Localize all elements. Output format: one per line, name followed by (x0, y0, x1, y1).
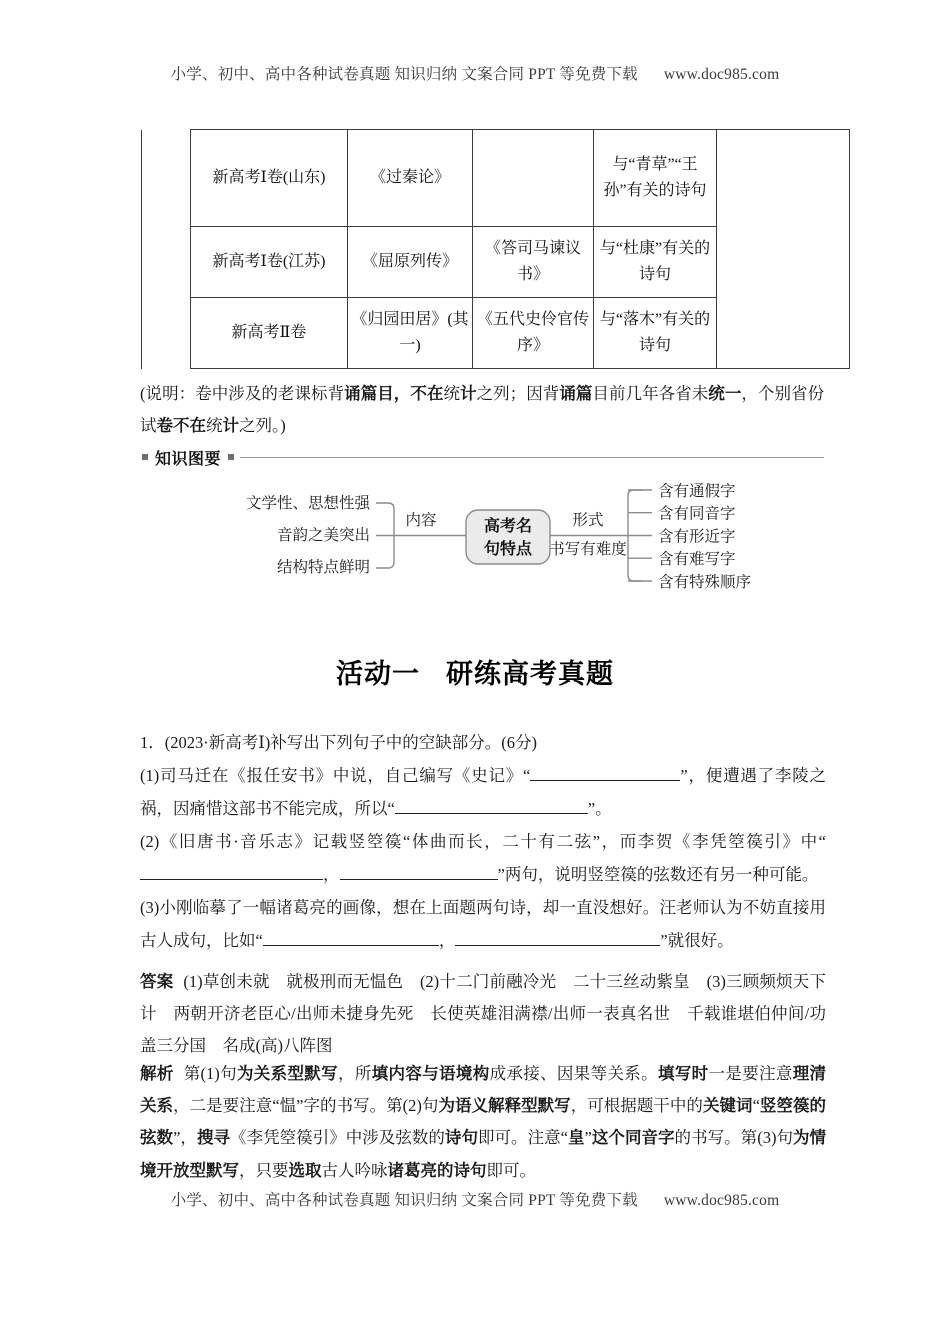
answer-blank[interactable] (530, 763, 680, 781)
table-cell-pad (142, 130, 191, 227)
mindmap-right-item-2: 含有形近字 (658, 528, 736, 546)
table-cell-empty (717, 130, 850, 369)
note-em-6: 计 (222, 415, 239, 435)
table-cell-text2: 《五代史伶官传序》 (473, 298, 594, 369)
table-cell-paper: 新高考Ⅰ卷(江苏) (191, 227, 348, 298)
analysis-label: 解析 (140, 1064, 174, 1083)
analysis-segment-24: ，只要 (239, 1160, 289, 1180)
answer-block (140, 966, 826, 1063)
analysis-segment-16: 《李凭箜篌引》中涉及弦数的 (230, 1128, 445, 1148)
note-em-3: 诵篇 (559, 384, 593, 403)
question-item-2 (140, 825, 826, 891)
item-2-text-a: 《旧唐书·音乐志》记载竖箜篌“体曲而长，二十有二弦”，而李贺《李凭箜篌引》中“ (159, 832, 826, 851)
analysis-segment-6: 一是要注意 (708, 1064, 793, 1083)
item-3-text-c: ”就很好。 (660, 931, 734, 950)
answer-blank[interactable] (455, 928, 660, 946)
answer-blank[interactable] (140, 862, 323, 880)
mindmap-center-line-2: 句特点 (483, 539, 533, 558)
analysis-segment-28: 即可。 (486, 1160, 536, 1180)
mindmap-left-item-1: 音韵之美突出 (276, 527, 370, 544)
running-head-url: www.doc985.com (663, 66, 780, 83)
note-part-6: 统 (206, 415, 223, 435)
note-em-5: 卷不在 (156, 415, 206, 435)
question-item-3 (140, 891, 826, 957)
note-part-1: (说明：卷中涉及的老课标背 (140, 384, 345, 403)
item-2-text-b: ， (323, 865, 340, 884)
analysis-segment-18: 即可。注意“ (477, 1128, 568, 1148)
analysis-segment-22: 的书写。第(3)句 (674, 1128, 793, 1148)
analysis-block (140, 1058, 826, 1187)
table-cell-paper: 新高考Ⅱ卷 (191, 298, 348, 369)
analysis-segment-19: 皇 (567, 1128, 585, 1148)
mindmap-right-branch-label-2: 书写有难度 (549, 541, 627, 558)
answer-blank[interactable] (340, 862, 498, 880)
mindmap-left-branch-label: 内容 (405, 512, 437, 529)
activity-title-text: 研练高考真题 (446, 659, 614, 690)
note-part-5: ，个别省份试 (140, 384, 825, 435)
analysis-segment-11: 关键词 (702, 1096, 753, 1116)
question-source: (2023·新高考Ⅰ) (164, 733, 271, 752)
section-header-knowledge-map (142, 446, 824, 468)
knowledge-mindmap (150, 478, 810, 610)
item-3-text-a: 小刚临摹了一幅诸葛亮的画像，想在上面题两句诗，却一直没想好。汪老师认为不妨直接用古人成句，比如“ (140, 898, 826, 950)
running-foot (0, 1188, 950, 1210)
table-cell-text1: 《屈原列传》 (348, 227, 473, 298)
analysis-segment-7: 理清关系 (140, 1064, 827, 1116)
analysis-segment-4: 成承接、因果等关系。 (489, 1064, 658, 1083)
running-foot-text: 小学、初中、高中各种试卷真题 知识归纳 文案合同 PPT 等免费下载 (170, 1192, 638, 1209)
analysis-segment-25: 选取 (288, 1160, 322, 1180)
item-2-text-c: ”两句，说明竖箜篌的弦数还有另一种可能。 (497, 865, 819, 884)
note-em-2: 计 (460, 384, 477, 403)
analysis-text (140, 1064, 826, 1180)
question-block (140, 726, 826, 957)
item-1-label: (1) (140, 766, 160, 785)
question-stem: 补写出下列句子中的空缺部分。(6分) (270, 733, 538, 752)
question-number: 1． (140, 733, 165, 752)
analysis-segment-3: 填内容与语境构 (371, 1064, 490, 1083)
table-cell-text1: 《过秦论》 (348, 130, 473, 227)
note-part-4: 目前几年各省未 (592, 384, 709, 403)
analysis-segment-2: ，所 (338, 1064, 372, 1083)
activity-number: 活动一 (336, 659, 420, 690)
square-bullet-icon (228, 454, 234, 460)
answer-blank[interactable] (395, 796, 588, 814)
table-cell-text1: 《归园田居》(其一) (348, 298, 473, 369)
question-item-1 (140, 759, 826, 825)
analysis-segment-0: 第(1)句 (183, 1064, 237, 1083)
table-cell-poem: 与“杜康”有关的诗句 (594, 227, 717, 298)
item-1-text-c: ”。 (587, 799, 612, 818)
note-part-7: 之列。) (239, 415, 286, 435)
analysis-segment-17: 诗句 (444, 1128, 478, 1148)
table-cell-text2 (473, 130, 594, 227)
analysis-segment-13: 竖箜篌的弦数 (140, 1096, 827, 1148)
table-cell-paper: 新高考Ⅰ卷(山东) (191, 130, 348, 227)
note-em-1: 诵篇目，不在 (344, 384, 444, 403)
item-3-text-b: ， (438, 931, 456, 950)
analysis-segment-12: “ (752, 1096, 760, 1116)
exam-table (141, 129, 850, 369)
item-3-label: (3) (140, 898, 160, 917)
analysis-segment-23: 为情境开放型默写 (140, 1128, 827, 1180)
running-head (0, 62, 950, 84)
analysis-segment-9: 为语义解释型默写 (438, 1096, 571, 1116)
answer-blank[interactable] (263, 928, 439, 946)
analysis-segment-21: 这个同音字 (591, 1128, 675, 1148)
item-2-label: (2) (140, 832, 160, 851)
square-bullet-icon (142, 454, 148, 460)
mindmap-right-item-4: 含有特殊顺序 (658, 574, 752, 591)
mindmap-right-item-1: 含有同音字 (658, 505, 736, 523)
mindmap-right-item-0: 含有通假字 (658, 483, 736, 500)
table-cell-text2: 《答司马谏议书》 (473, 227, 594, 298)
exam-table-wrapper (141, 129, 819, 369)
table-row (142, 130, 850, 227)
analysis-segment-5: 填写时 (657, 1064, 709, 1083)
running-head-text: 小学、初中、高中各种试卷真题 知识归纳 文案合同 PPT 等免费下载 (170, 66, 638, 83)
note-em-4: 统一 (708, 384, 742, 403)
analysis-segment-14: ”， (173, 1128, 197, 1148)
table-note (140, 378, 824, 441)
table-cell-poem: 与“青草”“王孙”有关的诗句 (594, 130, 717, 227)
activity-title (0, 652, 950, 691)
answer-label: 答案 (140, 972, 174, 991)
analysis-segment-26: 古人吟咏 (321, 1160, 388, 1180)
analysis-segment-10: ，可根据题干中的 (570, 1096, 703, 1116)
running-foot-url: www.doc985.com (663, 1192, 780, 1209)
section-title: 知识图要 (155, 448, 222, 468)
note-part-2: 统 (443, 384, 460, 403)
answer-text: (1)草创未就 就极刑而无愠色 (2)十二门前融冷光 二十三丝动紫皇 (3)三顾频烦天下计 两朝开济老臣心/出师未捷身先死 长使英雄泪满襟/出师一表真名世 千载谁堪伯仲间/功盖三分国 名成(高)八阵图 (140, 972, 827, 1056)
table-cell-pad (142, 298, 191, 369)
table-cell-pad (142, 227, 191, 298)
mindmap-center-line-1: 高考名 (483, 516, 533, 535)
analysis-segment-27: 诸葛亮的诗句 (387, 1160, 487, 1180)
section-divider (240, 457, 824, 458)
note-part-3: 之列；因背 (476, 384, 560, 403)
analysis-segment-8: ，二是要注意“愠”字的书写。第(2)句 (173, 1096, 439, 1116)
mindmap-right-branch-label-1: 形式 (572, 512, 604, 529)
table-cell-poem: 与“落木”有关的诗句 (594, 298, 717, 369)
mindmap-right-item-3: 含有难写字 (658, 551, 736, 569)
item-1-text-a: 司马迁在《报任安书》中说，自己编写《史记》“ (159, 766, 531, 785)
analysis-segment-15: 搜寻 (196, 1128, 231, 1148)
mindmap-left-item-0: 文学性、思想性强 (245, 495, 370, 512)
item-1-text-b: ”，便遭遇了李陵之祸，因痛惜这部书不能完成，所以“ (140, 766, 827, 818)
analysis-segment-20: ” (584, 1128, 592, 1148)
question-stem-line (140, 726, 826, 759)
analysis-segment-1: 为关系型默写 (236, 1064, 338, 1083)
mindmap-left-item-2: 结构特点鲜明 (276, 559, 370, 576)
